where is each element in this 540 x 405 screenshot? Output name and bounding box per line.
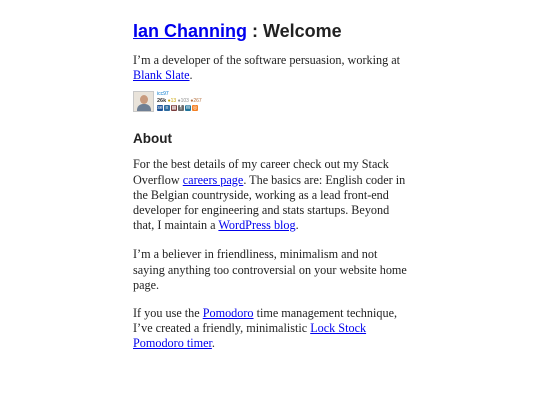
pomodoro-text-c: . xyxy=(211,336,215,351)
title-suffix: : Welcome xyxy=(247,21,342,41)
intro-paragraph xyxy=(133,53,411,83)
lock-stock-pomodoro-timer-link[interactable]: Lock Stock Pomodoro timer xyxy=(133,321,367,351)
silver-badge-count: ●103 xyxy=(177,98,189,105)
intro-text: I’m a developer of the software persuasion, working at xyxy=(133,53,401,67)
flair-reputation: 26k xyxy=(157,98,167,105)
intro-end: . xyxy=(189,68,193,83)
pomodoro-text-a: If you use the xyxy=(133,306,203,321)
flair-info xyxy=(157,91,202,111)
stackexchange-icon: se xyxy=(157,105,163,112)
bronze-badge-count: ●267 xyxy=(190,98,202,105)
flair-username: icc97 xyxy=(157,91,169,98)
pomodoro-text-b: time management technique, I’ve created a friendly, minimalistic xyxy=(133,306,398,336)
page-content xyxy=(133,12,411,352)
about-paragraph-career xyxy=(133,157,411,233)
gold-badge-count: ●13 xyxy=(167,98,177,105)
page-title xyxy=(133,17,411,45)
blank-slate-link[interactable]: Blank Slate xyxy=(133,68,190,83)
stackexchange-flair[interactable] xyxy=(133,91,411,115)
serverfault-icon: ▦ xyxy=(171,105,177,112)
wordpress-blog-link[interactable]: WordPress blog xyxy=(218,218,296,233)
stackoverflow-icon: ◎ xyxy=(192,105,198,112)
tex-icon: ¶ xyxy=(179,105,183,112)
flair-sites xyxy=(157,105,202,111)
flair-stats xyxy=(157,98,202,105)
about-heading: About xyxy=(133,131,172,147)
pomodoro-link[interactable]: Pomodoro xyxy=(202,306,254,321)
avatar xyxy=(133,91,154,112)
about-paragraph-beliefs: I’m a believer in friendliness, minimalism and not saying anything too controversial on your website home page. xyxy=(133,247,407,292)
careers-page-link[interactable]: careers page xyxy=(182,172,244,187)
career-text-a: For the best details of my career check out my Stack Overflow xyxy=(133,157,389,187)
career-text-b: . The basics are: English coder in the Belgian countryside, working as a lead front-end developer for engineering and stats startups. Beyond that, I maintain a xyxy=(133,172,406,233)
home-link[interactable]: Ian Channing xyxy=(133,21,247,41)
about-paragraph-pomodoro xyxy=(133,306,411,352)
superuser-icon: ≡ xyxy=(165,105,169,112)
career-text-c: . xyxy=(295,218,299,233)
wordpress-icon: W xyxy=(185,105,191,112)
